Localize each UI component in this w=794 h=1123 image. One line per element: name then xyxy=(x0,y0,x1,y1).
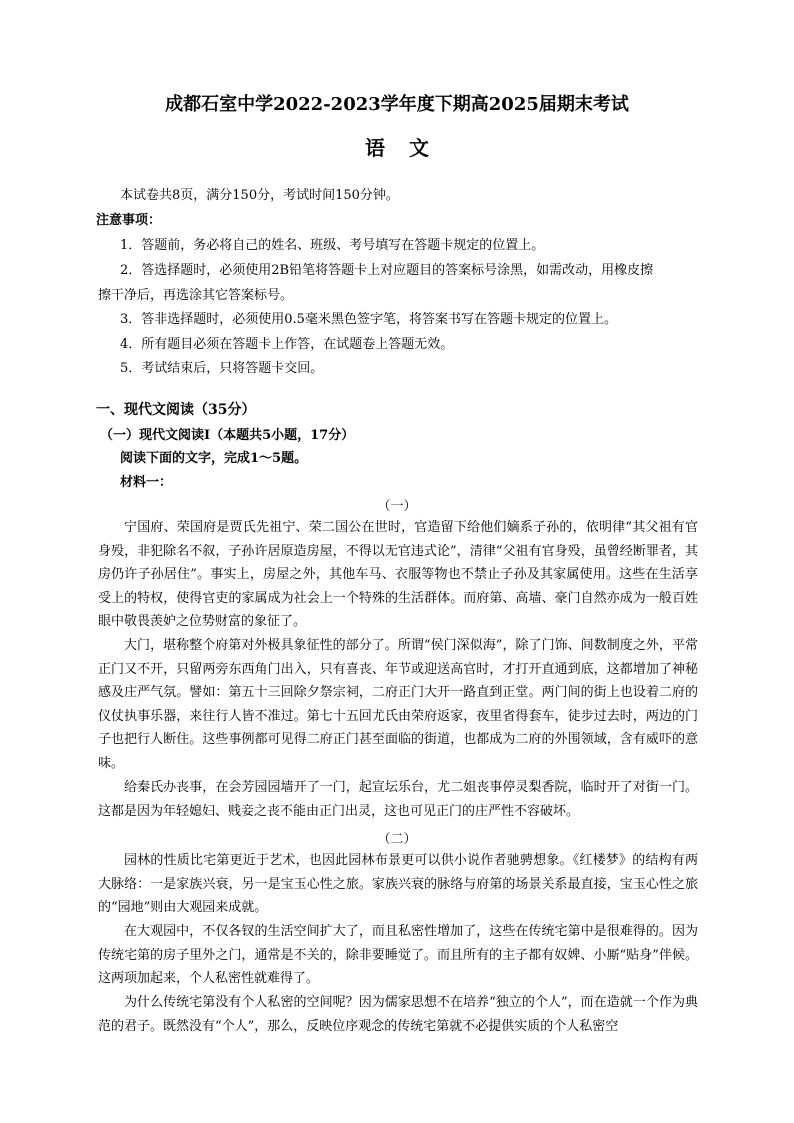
intro-text: 本试卷共8页，满分150分，考试时间150分钟。 xyxy=(120,188,399,203)
part-2-paragraph-3: 为什么传统宅第没有个人私密的空间呢？因为儒家思想不在培养“独立的个人”，而在造就一个作为典范的君子。既然没有“个人”，那么，反映位序观念的传统宅第就不必提供实质的个人私密空 xyxy=(98,995,698,1034)
note-item-1: 1．答题前，务必将自己的姓名、班级、考号填写在答题卡规定的位置上。 xyxy=(120,238,545,253)
note-item-3: 3．答非选择题时，必须使用0.5毫米黑色签字笔，将答案书写在答题卡规定的位置上。 xyxy=(120,312,617,327)
part-2-paragraph-1: 园林的性质比宅第更近于艺术，也因此园林布景更可以供小说作者驰骋想象。《红楼梦》的结构有两大脉络：一是家族兴衰，另一是宝玉心性之旅。家族兴衰的脉络与府第的场景关系最直接，宝玉心性之旅的“园地”则由大观园来成就。 xyxy=(98,853,698,916)
note-item-4: 4．所有题目必须在答题卡上作答，在试题卷上答题无效。 xyxy=(120,337,454,352)
notes-heading: 注意事项： xyxy=(96,213,162,228)
subject-char-1: 语 xyxy=(365,136,385,160)
note-item-5: 5．考试结束后，只将答题卡交回。 xyxy=(120,361,324,376)
section-instruction: 阅读下面的文字，完成1～5题。 xyxy=(120,451,308,466)
section-sub-heading: （一）现代文阅读Ⅰ（本题共5小题，17分） xyxy=(100,428,355,443)
part-1-paragraph-3: 给秦氏办丧事，在会芳园园墙开了一门，起宣坛乐台，尤二姐丧事停灵梨香院，临时开了对街一门。这都是因为年轻媳妇、贱妾之丧不能由正门出灵，这也可见正门的庄严性不容破坏。 xyxy=(98,780,698,819)
note-item-2: 2．答选择题时，必须使用2B铅笔将答题卡上对应题目的答案标号涂黑，如需改动，用橡皮擦 xyxy=(120,263,654,278)
subject-title xyxy=(0,132,794,161)
part-2-marker: （二） xyxy=(377,832,417,847)
exam-title: 成都石室中学2022-2023学年度下期高2025届期末考试 xyxy=(165,94,629,115)
part-2-paragraph-2: 在大观园中，不仅各钗的生活空间扩大了，而且私密性增加了，这些在传统宅第中是很难得的。因为传统宅第的房子里外之门，通常是不关的，除非要睡觉了。而且所有的主子都有奴婢、小厮“贴身”伴候。这两项加起来，个人私密性就难得了。 xyxy=(98,924,698,987)
note-item-2-cont: 擦干净后，再选涂其它答案标号。 xyxy=(98,288,294,303)
part-1-paragraph-1: 宁国府、荣国府是贾氏先祖宁、荣二国公在世时，官造留下给他们嫡系子孙的，依明律“其父祖有官身殁，非犯除名不叙，子孙许居原造房屋，不得以无官违式论”，清律“父祖有官身殁，虽曾经断罪者，其房仍许子孙居住”。事实上，房屋之外，其他车马、衣服等物也不禁止子孙及其家属使用。这些在生活享受上的特权，使得官吏的家属成为社会上一个特殊的生活群体。而府第、高墙、豪门自然亦成为一般百姓眼中敬畏羡妒之位势财富的象征了。 xyxy=(98,520,698,630)
subject-char-2: 文 xyxy=(409,136,429,160)
part-1-marker: （一） xyxy=(377,499,417,514)
material-label: 材料一： xyxy=(120,475,173,490)
section-heading: 一、现代文阅读（35分） xyxy=(96,402,256,418)
part-1-paragraph-2: 大门，堪称整个府第对外极具象征性的部分了。所谓“侯门深似海”，除了门饰、间数制度之外，平常正门又不开，只留两旁东西角门出入，只有喜丧、年节或迎送高官时，才打开直通到底，这都增加了神秘感及庄严气氛。譬如：第五十三回除夕祭宗祠，二府正门大开一路直到正堂。两门间的街上也设着二府的仪仗执事乐器，来往行人皆不准过。第七十五回尤氏由荣府返家，夜里省得套车，徒步过去时，两边的门子也把行人断住。这些事例都可见得二府正门甚至面临的街道，也都成为二府的外围领域，含有威吓的意味。 xyxy=(98,638,698,771)
